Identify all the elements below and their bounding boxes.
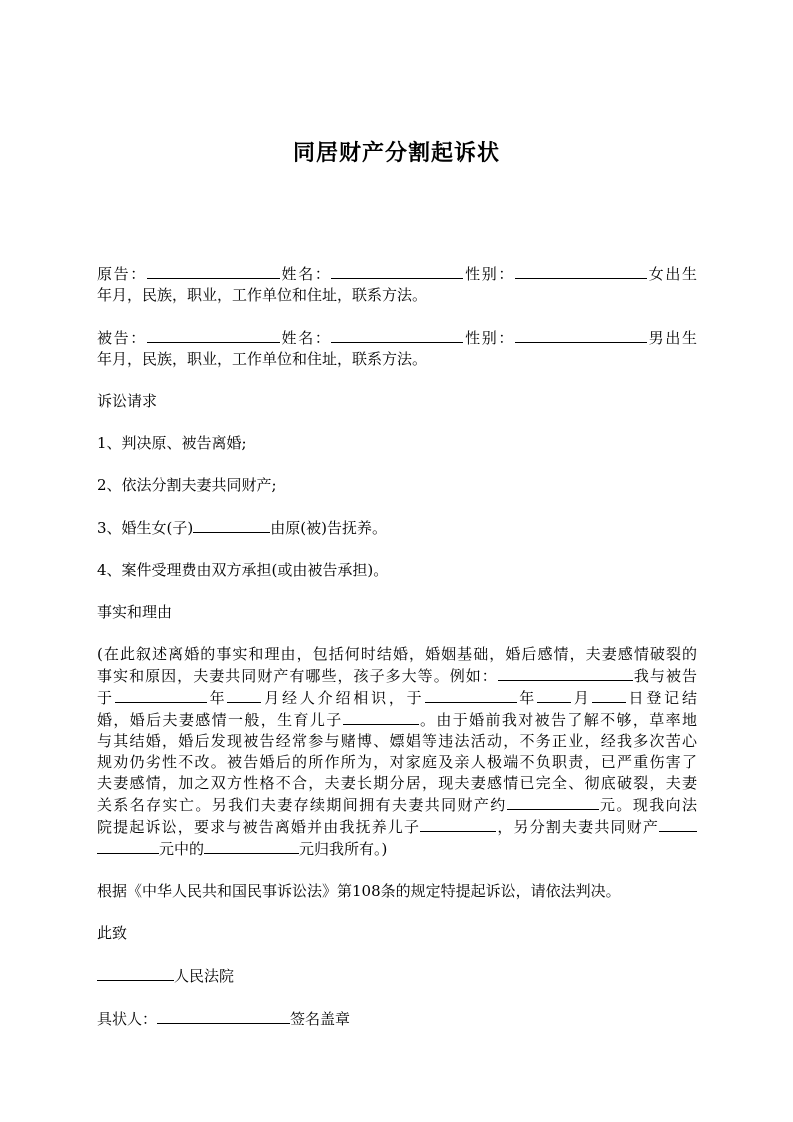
plaintiff-gender-blank[interactable] xyxy=(515,263,647,279)
signer-line xyxy=(97,1008,697,1030)
claim-3 xyxy=(97,517,697,539)
court-line xyxy=(97,965,697,987)
total-property-blank[interactable] xyxy=(659,816,697,832)
total-property-blank-cont[interactable] xyxy=(97,838,159,854)
facts-text: 年 xyxy=(516,689,538,707)
claims-heading: 诉讼请求 xyxy=(97,392,158,410)
claim-4: 4、案件受理费由双方承担(或由被告承担)。 xyxy=(97,561,389,579)
claim-3-text-b: 由原(被)告抚养。 xyxy=(270,519,387,537)
court-suffix: 人民法院 xyxy=(174,967,235,985)
complaint-body xyxy=(97,263,697,1051)
plaintiff-label: 原告： xyxy=(97,265,147,283)
defendant-gender-tail: 男出生 xyxy=(647,329,697,347)
defendant-line xyxy=(97,327,697,349)
facts-text: 事实和原因，夫妻共同财产有哪些，孩子多大等。例如： xyxy=(97,667,498,685)
plaintiff-line xyxy=(97,263,697,285)
facts-line-8 xyxy=(97,794,697,816)
facts-line-3 xyxy=(97,687,697,709)
facts-text: 日登记结 xyxy=(625,689,697,707)
facts-text: 关系名存实亡。另我们夫妻存续期间拥有夫妻共同财产约 xyxy=(97,796,507,814)
facts-text: ，另分割夫妻共同财产 xyxy=(496,818,659,836)
claim-2: 2、依法分割夫妻共同财产; xyxy=(97,476,277,494)
claim-3-text-a: 3、婚生女(子) xyxy=(97,519,194,537)
plaintiff-name-label: 姓名： xyxy=(279,265,332,283)
facts-text: 我与被告 xyxy=(632,667,697,685)
facts-text: 年 xyxy=(206,689,228,707)
defendant-details: 年月，民族，职业，工作单位和住址，联系方法。 xyxy=(97,350,428,368)
defendant-gender-blank[interactable] xyxy=(515,327,647,343)
facts-text: 元归我所有。) xyxy=(299,840,388,858)
register-day-blank[interactable] xyxy=(592,687,626,703)
signer-label: 具状人： xyxy=(97,1010,158,1028)
claim-1: 1、判决原、被告离婚; xyxy=(97,434,247,452)
facts-text: 元。现我向法 xyxy=(598,796,697,814)
defendant-gender-label: 性别： xyxy=(463,329,516,347)
defendant-blank[interactable] xyxy=(147,327,280,343)
facts-line-4 xyxy=(97,709,697,731)
facts-text: 月经人介绍相识，于 xyxy=(261,689,425,707)
plaintiff-gender-tail: 女出生 xyxy=(647,265,697,283)
register-month-blank[interactable] xyxy=(537,687,571,703)
facts-line-1: (在此叙述离婚的事实和理由，包括何时结婚，婚姻基础，婚后感情，夫妻感情破裂的 xyxy=(97,645,697,663)
property-amount-blank[interactable] xyxy=(507,794,599,810)
son-name-blank[interactable] xyxy=(420,816,496,832)
court-blank[interactable] xyxy=(97,965,174,981)
facts-heading: 事实和理由 xyxy=(97,603,173,621)
example-blank[interactable] xyxy=(498,665,633,681)
facts-text: 元中的 xyxy=(159,840,205,858)
plaintiff-blank[interactable] xyxy=(147,263,280,279)
facts-line-2 xyxy=(97,665,697,687)
register-year-blank[interactable] xyxy=(425,687,517,703)
child-blank[interactable] xyxy=(193,517,270,533)
defendant-section xyxy=(97,327,697,370)
son-blank[interactable] xyxy=(343,709,419,725)
facts-line-5: 与其结婚，婚后发现被告经常参与赌博、嫖娼等违法活动，不务正业，经我多次苦心 xyxy=(97,732,697,750)
plaintiff-name-blank[interactable] xyxy=(331,263,463,279)
plaintiff-section xyxy=(97,263,697,306)
signature-suffix: 签名盖章 xyxy=(290,1010,351,1028)
facts-line-7: 夫妻感情，加之双方性格不合，夫妻长期分居，现夫妻感情已完全、彻底破裂，夫妻 xyxy=(97,774,697,792)
signer-blank[interactable] xyxy=(157,1008,290,1024)
legal-basis: 根据《中华人民共和国民事诉讼法》第108条的规定特提起诉讼，请依法判决。 xyxy=(97,882,621,900)
facts-line-10 xyxy=(97,838,697,860)
facts-text: 。由于婚前我对被告了解不够，草率地 xyxy=(418,711,697,729)
meet-year-blank[interactable] xyxy=(115,687,207,703)
meet-month-blank[interactable] xyxy=(227,687,261,703)
facts-text: 于 xyxy=(97,689,115,707)
facts-text: 月 xyxy=(571,689,592,707)
plaintiff-gender-label: 性别： xyxy=(463,265,516,283)
facts-line-9 xyxy=(97,816,697,838)
facts-text: 院提起诉讼，要求与被告离婚并由我抚养儿子 xyxy=(97,818,421,836)
document-title: 同居财产分割起诉状 xyxy=(292,141,500,166)
facts-line-6: 规劝仍劣性不改。被告婚后的所作所为，对家庭及亲人极端不负职责，已严重伤害了 xyxy=(97,753,697,771)
defendant-name-label: 姓名： xyxy=(279,329,332,347)
defendant-name-blank[interactable] xyxy=(331,327,463,343)
facts-text: 婚，婚后夫妻感情一般，生育儿子 xyxy=(97,711,343,729)
facts-paragraph xyxy=(97,644,697,860)
my-share-blank[interactable] xyxy=(204,838,299,854)
greeting: 此致 xyxy=(97,924,128,942)
defendant-label: 被告： xyxy=(97,329,147,347)
plaintiff-details: 年月，民族，职业，工作单位和住址，联系方法。 xyxy=(97,286,428,304)
